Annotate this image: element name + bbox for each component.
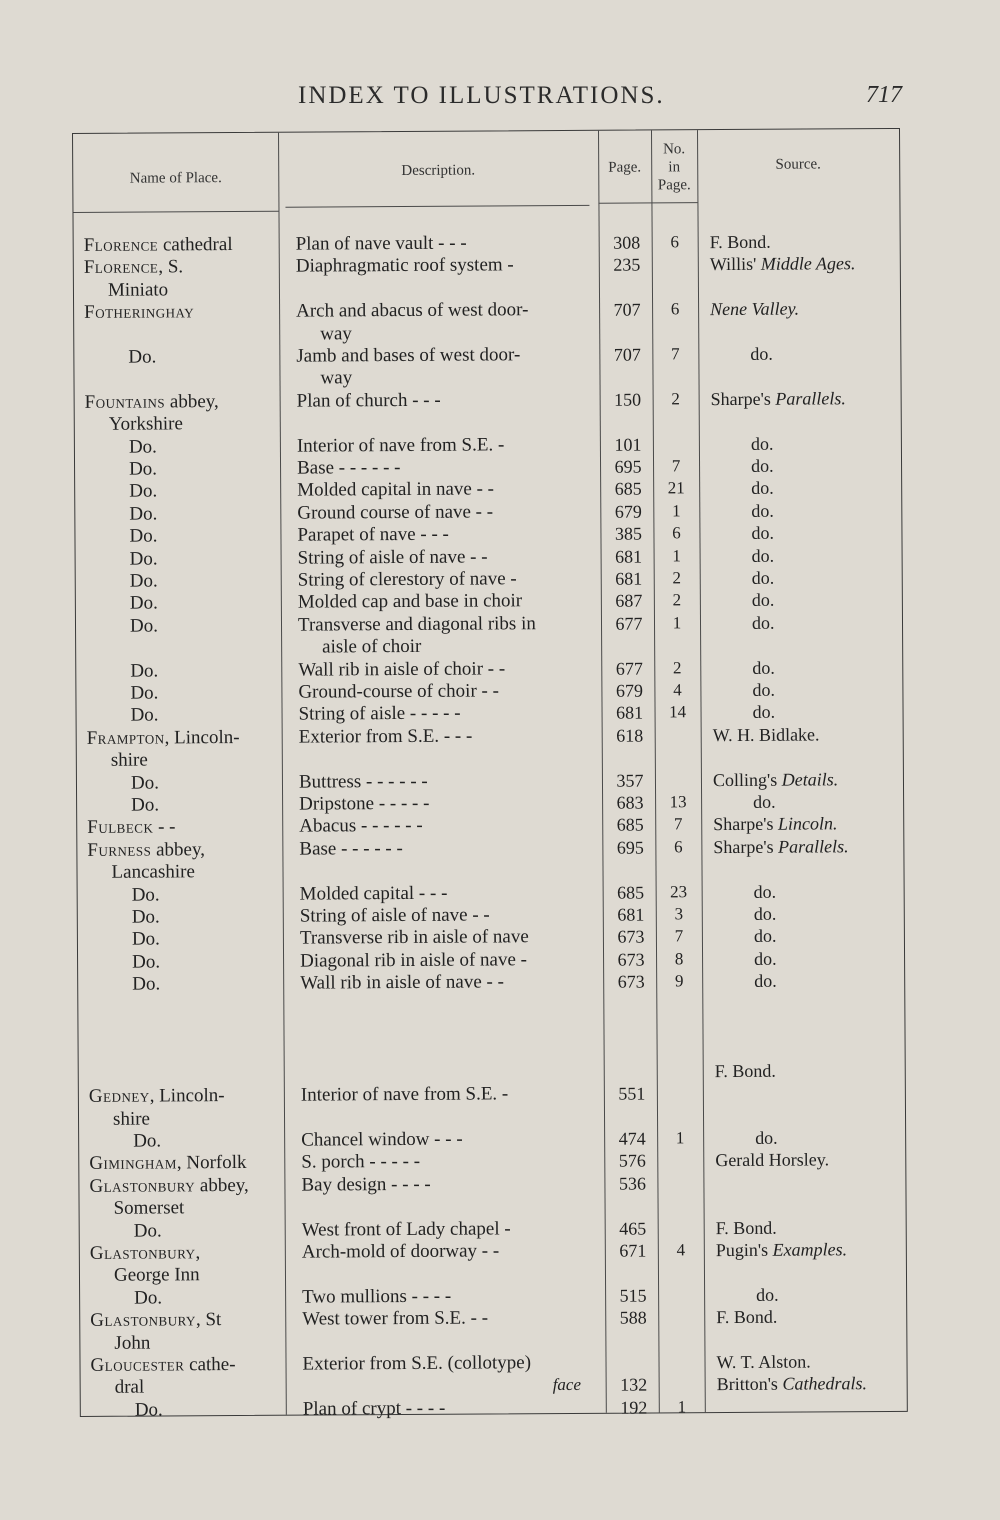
- source-ditto: do.: [751, 522, 775, 544]
- place-name: [84, 301, 284, 324]
- place-ditto: Do.: [129, 480, 158, 503]
- page-number-cell: 695: [616, 837, 644, 858]
- source-ditto: do.: [753, 903, 777, 924]
- page-number-cell: 671: [619, 1240, 647, 1261]
- figure-number-cell: 23: [670, 881, 688, 901]
- source-ditto: do.: [751, 567, 775, 588]
- place-ditto: Do.: [131, 884, 160, 906]
- place-ditto: Do.: [134, 1399, 163, 1421]
- source-text: Colling's: [712, 769, 782, 790]
- page-number-cell: 707: [613, 344, 641, 365]
- source: [710, 252, 900, 275]
- page-number-cell: 681: [615, 546, 643, 567]
- figure-number-cell: 13: [669, 792, 687, 812]
- place-ditto: Do.: [128, 436, 157, 458]
- figure-number-cell: 4: [676, 1240, 686, 1260]
- page-number-cell: 695: [614, 456, 642, 477]
- column-header-page: Page.: [608, 159, 642, 176]
- description: String of aisle of nave - -: [299, 904, 490, 927]
- source-title: Parallels.: [775, 388, 846, 409]
- page-number-cell: 679: [615, 680, 643, 701]
- page-number-cell: 235: [613, 254, 641, 276]
- page-number-cell: 101: [614, 434, 642, 455]
- description: S. porch - - - - -: [301, 1151, 421, 1174]
- place-name-caps: Gedney: [88, 1085, 150, 1108]
- source-text: Britton's: [716, 1374, 783, 1395]
- page-number-cell: 685: [614, 478, 642, 500]
- figure-number-cell: 6: [670, 232, 679, 252]
- page-number-cell: 687: [615, 590, 643, 612]
- source: [716, 1238, 906, 1261]
- source: [713, 812, 903, 835]
- place-ditto: Do.: [133, 1220, 162, 1242]
- source-ditto: do.: [750, 343, 773, 364]
- header-rule: [73, 211, 278, 213]
- description: Molded cap and base in choir: [297, 590, 523, 614]
- description: String of clerestory of nave -: [297, 568, 517, 591]
- figure-number-cell: 2: [672, 568, 682, 588]
- source: [710, 297, 900, 320]
- source-title: Nene Valley.: [710, 298, 800, 320]
- place-name-continued: shire: [110, 749, 148, 771]
- description: Arch and abacus of west door-: [296, 299, 529, 322]
- place-name-continued: Lancashire: [111, 861, 195, 883]
- place-name-suffix: , S.: [158, 256, 184, 278]
- page-number-cell: 551: [618, 1083, 646, 1104]
- place-name: [87, 838, 287, 861]
- place-name-caps: Fountains: [84, 391, 166, 413]
- figure-number-cell: 1: [672, 545, 681, 565]
- source-ditto: do.: [754, 970, 777, 992]
- place-name-suffix: abbey,: [151, 838, 206, 861]
- figure-number-cell: 21: [667, 478, 685, 498]
- page-number-cell: 588: [619, 1307, 647, 1328]
- page-number-cell: 677: [615, 658, 643, 679]
- place-name: [84, 234, 284, 257]
- source-ditto: do.: [752, 679, 775, 700]
- description: Diaphragmatic roof system -: [295, 254, 514, 278]
- page-number-cell: 673: [617, 971, 645, 992]
- source-title: Lincoln.: [777, 813, 838, 835]
- source: [715, 1059, 905, 1082]
- place-name-suffix: - -: [153, 816, 176, 838]
- description: Transverse and diagonal ribs in: [297, 612, 536, 636]
- page-number-cell: 385: [614, 523, 643, 544]
- place-ditto: Do.: [130, 772, 160, 794]
- figure-number-cell: 6: [672, 523, 681, 543]
- description: Ground-course of choir - -: [298, 680, 499, 703]
- page-number-cell: 679: [614, 501, 642, 522]
- place-ditto: Do.: [131, 928, 160, 951]
- description: Parapet of nave - - -: [297, 523, 449, 546]
- source-text: Sharpe's: [713, 836, 779, 857]
- place-name-suffix: , Lincoln-: [164, 726, 240, 749]
- place-name-continued: Miniato: [107, 279, 169, 301]
- figure-number-cell: 2: [672, 657, 682, 677]
- page-number-cell: 515: [619, 1285, 647, 1306]
- page-number-cell: 618: [616, 725, 644, 746]
- description: West front of Lady chapel -: [301, 1217, 511, 1241]
- source-text: W. H. Bidlake.: [712, 724, 820, 745]
- page-number-cell: 673: [617, 926, 645, 948]
- place-name-caps: Fulbeck: [87, 816, 154, 839]
- description: Abacus - - - - - -: [299, 815, 423, 838]
- description-continued: way: [320, 322, 352, 345]
- source-ditto: do.: [753, 881, 777, 902]
- place-ditto: Do.: [133, 1130, 162, 1152]
- place-name-continued: Somerset: [113, 1197, 185, 1219]
- page-number-cell: 576: [618, 1150, 646, 1172]
- source-ditto: do.: [752, 657, 775, 678]
- place-ditto: Do.: [129, 503, 158, 525]
- place-ditto: Do.: [128, 458, 158, 480]
- place-name-suffix: , St: [195, 1309, 222, 1331]
- description: Wall rib in aisle of choir - -: [298, 657, 506, 681]
- description: Wall rib in aisle of nave - -: [300, 971, 504, 994]
- page-title: INDEX TO ILLUSTRATIONS.: [298, 82, 665, 109]
- place-ditto: Do.: [130, 682, 159, 704]
- source-title: Examples.: [772, 1239, 848, 1260]
- figure-number-cell: 6: [670, 299, 680, 319]
- place-ditto: Do.: [129, 615, 159, 637]
- place-name-caps: Gloucester: [90, 1354, 185, 1376]
- description: Plan of church - - -: [296, 389, 441, 412]
- page-number-cell: 536: [618, 1173, 646, 1194]
- place-name-continued: dral: [114, 1376, 145, 1399]
- figure-number-cell: 7: [674, 926, 684, 946]
- figure-number-cell: 14: [668, 702, 687, 722]
- source-ditto: do.: [753, 791, 776, 812]
- figure-number-cell: 1: [672, 613, 682, 633]
- place-name-suffix: abbey,: [195, 1174, 249, 1197]
- description-face: face: [552, 1375, 582, 1395]
- place-ditto: Do.: [128, 346, 157, 368]
- column-header-place: Name of Place.: [129, 170, 222, 187]
- source-ditto: do.: [753, 926, 777, 947]
- place-ditto: Do.: [129, 548, 158, 570]
- description: Interior of nave from S.E. -: [300, 1083, 509, 1106]
- source-text: F. Bond.: [709, 231, 771, 253]
- place-name-caps: Glastonbury: [89, 1175, 196, 1197]
- description: Chancel window - - -: [301, 1128, 463, 1151]
- index-table: [72, 128, 908, 1421]
- place-ditto: Do.: [131, 794, 160, 816]
- source-ditto: do.: [751, 590, 775, 611]
- description: Bay design - - - -: [301, 1173, 431, 1196]
- figure-number-cell: 1: [675, 1128, 685, 1148]
- figure-number-cell: 7: [671, 344, 680, 364]
- place-ditto: Do.: [132, 973, 161, 995]
- place-name: [89, 1152, 289, 1175]
- source-ditto: do.: [750, 433, 774, 454]
- page-number-cell: 685: [616, 814, 644, 836]
- table-row: [81, 1395, 907, 1422]
- place-ditto: Do.: [131, 906, 160, 928]
- column-header-description: Description.: [401, 162, 476, 179]
- place-name: [90, 1242, 290, 1265]
- figure-number-cell: 7: [671, 456, 681, 476]
- column-header-source: Source.: [775, 156, 821, 173]
- header-rule: [598, 202, 697, 204]
- source-ditto: do.: [752, 702, 776, 723]
- source-text: Gerald Horsley.: [715, 1149, 830, 1171]
- header-rule: [285, 205, 589, 208]
- column-header-in: in: [668, 159, 681, 176]
- source-text: Pugin's: [715, 1239, 773, 1261]
- source-ditto: do.: [751, 478, 774, 499]
- place-name-continued: Yorkshire: [108, 413, 183, 435]
- description: Exterior from S.E. (collotype): [302, 1352, 532, 1375]
- source-text: F. Bond.: [714, 1060, 776, 1081]
- place-name-continued: shire: [112, 1108, 151, 1130]
- place-name-suffix: cathe-: [184, 1354, 236, 1376]
- place-ditto: Do.: [130, 704, 159, 727]
- page-number-cell: 308: [613, 232, 641, 253]
- description: West tower from S.E. - -: [302, 1307, 489, 1330]
- place-name: [87, 816, 287, 839]
- description: Exterior from S.E. - - -: [298, 725, 473, 748]
- description-continued: way: [320, 367, 353, 389]
- page-number-cell: 677: [615, 613, 643, 634]
- page-number-cell: 683: [616, 792, 644, 813]
- description: Buttress - - - - - -: [298, 770, 428, 793]
- source: [713, 835, 903, 858]
- description-continued: aisle of choir: [322, 636, 422, 658]
- source-text: Sharpe's: [713, 814, 779, 835]
- description: String of aisle of nave - -: [297, 546, 488, 569]
- place-name-suffix: , Lincoln-: [149, 1085, 225, 1107]
- source-ditto: do.: [750, 455, 774, 476]
- page-number-cell: 132: [620, 1374, 648, 1396]
- source: [713, 723, 903, 746]
- place-ditto: Do.: [129, 592, 158, 615]
- description: Arch-mold of doorway - -: [301, 1240, 500, 1263]
- source: [713, 768, 903, 791]
- place-name: [84, 256, 284, 279]
- place-name-caps: Furness: [87, 839, 152, 861]
- source-text: F. Bond.: [715, 1217, 777, 1238]
- source-title: Details.: [781, 768, 839, 790]
- description: Base - - - - - -: [299, 837, 403, 860]
- description: Dripstone - - - - -: [299, 792, 430, 815]
- source-text: Willis': [709, 254, 761, 275]
- place-name-suffix: abbey,: [165, 390, 219, 413]
- place-name-suffix: cathedral: [158, 234, 233, 256]
- page-number-cell: 474: [618, 1128, 646, 1149]
- source-text: F. Bond.: [716, 1306, 778, 1328]
- source: [716, 1305, 906, 1328]
- source-title: Parallels.: [778, 836, 849, 857]
- place-name-caps: Frampton: [86, 727, 165, 749]
- page-number-cell: 673: [617, 949, 645, 970]
- figure-number-cell: 9: [674, 971, 684, 991]
- source-ditto: do.: [751, 612, 775, 633]
- description: String of aisle - - - - -: [298, 703, 461, 726]
- source: [716, 1216, 906, 1239]
- source: [716, 1350, 906, 1373]
- source-ditto: do.: [751, 500, 774, 521]
- description: Jamb and bases of west door-: [296, 344, 521, 367]
- column-header-no: No.: [663, 141, 686, 158]
- source-title: Middle Ages.: [760, 253, 856, 275]
- source: [711, 387, 901, 410]
- page-number-cell: 150: [614, 389, 642, 410]
- place-name-caps: Glastonbury: [89, 1242, 196, 1264]
- place-name-caps: Florence: [83, 256, 159, 279]
- place-name: [87, 726, 287, 749]
- page-number-cell: 681: [615, 702, 644, 724]
- figure-number-cell: 4: [673, 680, 682, 700]
- description: Plan of crypt - - - -: [302, 1397, 446, 1420]
- page-number-cell: 357: [616, 770, 644, 791]
- place-name-caps: Florence: [83, 234, 159, 256]
- description: Interior of nave from S.E. -: [296, 433, 505, 457]
- place-ditto: Do.: [129, 525, 158, 547]
- source: [715, 1148, 905, 1171]
- description: Ground course of nave - -: [297, 501, 494, 524]
- page-number-cell: 465: [619, 1218, 647, 1239]
- figure-number-cell: 2: [672, 590, 682, 610]
- page-number-cell: 681: [617, 904, 645, 925]
- description: Molded capital - - -: [299, 882, 448, 905]
- place-ditto: Do.: [134, 1287, 163, 1309]
- place-name: [89, 1174, 289, 1197]
- description: Two mullions - - - -: [302, 1285, 452, 1308]
- source-text: Sharpe's: [710, 388, 776, 409]
- description: Diagonal rib in aisle of nave -: [299, 949, 527, 972]
- source-text: W. T. Alston.: [716, 1351, 811, 1373]
- page-number: 717: [866, 82, 902, 108]
- figure-number-cell: 8: [674, 949, 684, 969]
- description: Plan of nave vault - - -: [295, 232, 467, 255]
- place-name-caps: Gimingham: [89, 1152, 177, 1175]
- page-number-cell: 707: [613, 299, 641, 320]
- figure-number-cell: 2: [671, 389, 680, 409]
- source-title: Cathedrals.: [782, 1373, 867, 1395]
- figure-number-cell: 1: [677, 1397, 687, 1417]
- place-ditto: Do.: [130, 660, 159, 682]
- source-ditto: do.: [753, 948, 777, 969]
- place-name-suffix: , Norfolk: [176, 1152, 247, 1174]
- source: [717, 1372, 907, 1395]
- page-number-cell: 685: [617, 882, 645, 903]
- figure-number-cell: 1: [672, 501, 681, 521]
- place-name-continued: George Inn: [113, 1264, 200, 1287]
- figure-number-cell: 6: [674, 837, 683, 857]
- page-number-cell: 681: [615, 568, 643, 589]
- place-ditto: Do.: [129, 570, 158, 592]
- source-ditto: do.: [756, 1284, 779, 1305]
- page-header: [0, 82, 1000, 122]
- column-header-number: [651, 140, 697, 194]
- description: Transverse rib in aisle of nave: [299, 926, 529, 950]
- place-name-continued: John: [114, 1332, 151, 1354]
- column-header-page2: Page.: [657, 177, 691, 194]
- place-name: [90, 1354, 290, 1377]
- place-name-suffix: ,: [195, 1242, 201, 1264]
- place-name: [89, 1085, 289, 1108]
- figure-number-cell: 3: [674, 904, 684, 924]
- source-ditto: do.: [755, 1127, 778, 1148]
- figure-number-cell: 7: [673, 814, 683, 834]
- page-number-cell: 192: [620, 1397, 648, 1418]
- place-name: [90, 1309, 290, 1332]
- place-name: [85, 391, 285, 414]
- source-ditto: do.: [751, 545, 775, 566]
- place-ditto: Do.: [132, 951, 161, 973]
- description: Base - - - - - -: [296, 457, 401, 479]
- description: Molded capital in nave - -: [297, 478, 495, 502]
- place-name-caps: Glastonbury: [90, 1309, 196, 1332]
- place-name-caps: Fotheringhay: [84, 301, 195, 324]
- source: [710, 230, 900, 253]
